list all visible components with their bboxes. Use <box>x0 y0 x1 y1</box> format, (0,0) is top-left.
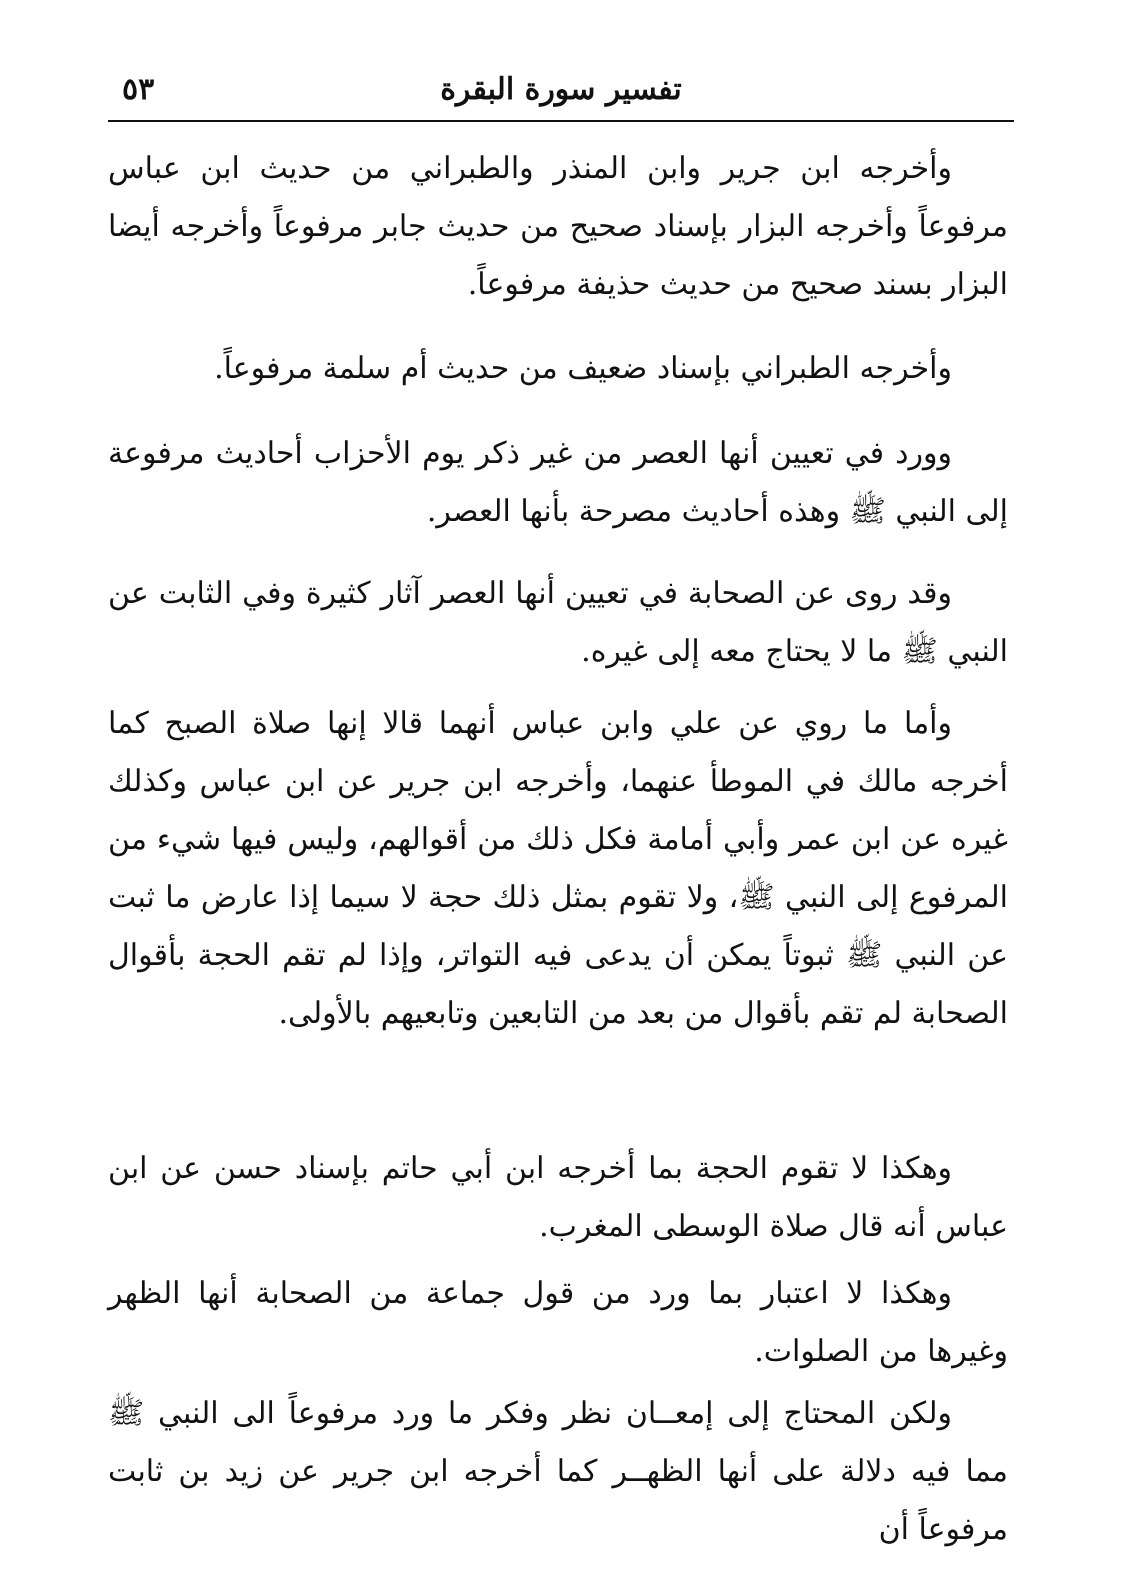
paragraph-6-block <box>108 1140 1008 1256</box>
paragraph: وأخرجه الطبراني بإسناد ضعيف من حديث أم سلمة مرفوعاً. <box>214 351 952 386</box>
paragraph: وورد في تعيين أنها العصر من غير ذكر يوم الأحزاب أحاديث مرفوعة إلى النبي ﷺ وهذه أحاديث مصرحة بأنها العصر. <box>108 436 1008 529</box>
paragraph-5-block <box>108 695 1008 1043</box>
page-header <box>108 62 1014 122</box>
paragraph-4-block <box>108 565 1008 681</box>
paragraph-8-block <box>108 1385 1008 1559</box>
paragraph: وقد روى عن الصحابة في تعيين أنها العصر آثار كثيرة وفي الثابت عن النبي ﷺ ما لا يحتاج معه إلى غيره. <box>108 576 1008 669</box>
paragraph: وهكذا لا تقوم الحجة بما أخرجه ابن أبي حاتم بإسناد حسن عن ابن عباس أنه قال صلاة الوسطى المغرب. <box>108 1151 1008 1244</box>
paragraph-3-block <box>108 425 1008 541</box>
page-number: ٥٣ <box>122 72 155 107</box>
paragraph: وهكذا لا اعتبار بما ورد من قول جماعة من الصحابة أنها الظهر وغيرها من الصلوات. <box>108 1276 1008 1369</box>
running-title: تفسير سورة البقرة <box>440 72 682 107</box>
paragraph-2-block <box>108 340 1008 398</box>
paragraph: وأما ما روي عن علي وابن عباس أنهما قالا إنها صلاة الصبح كما أخرجه مالك في الموطأ عنهما، وأخرجه ابن جرير عن ابن عباس وكذلك غيره عن ابن عمر وأبي أمامة فكل ذلك من أقوالهم، وليس فيها شيء من المرفوع إلى النبي ﷺ، ولا تقوم بمثل ذلك حجة لا سيما إذا عارض ما ثبت عن النبي ﷺ ثبوتاً يمكن أن يدعى فيه التواتر، وإذا لم تقم الحجة بأقوال الصحابة لم تقم بأقوال من بعد من التابعين وتابعيهم بالأولى. <box>108 706 1008 1031</box>
paragraph: وأخرجه ابن جرير وابن المنذر والطبراني من حديث ابن عباس مرفوعاً وأخرجه البزار بإسناد صحيح من حديث جابر مرفوعاً وأخرجه أيضا البزار بسند صحيح من حديث حذيفة مرفوعاً. <box>108 151 1008 302</box>
paragraph-1-block <box>108 140 1008 314</box>
paragraph-7-block <box>108 1265 1008 1381</box>
paragraph: ولكن المحتاج إلى إمعــان نظر وفكر ما ورد مرفوعاً الى النبي ﷺ مما فيه دلالة على أنها الظهــر كما أخرجه ابن جرير عن زيد بن ثابت مرفوعاً أن <box>108 1396 1008 1547</box>
